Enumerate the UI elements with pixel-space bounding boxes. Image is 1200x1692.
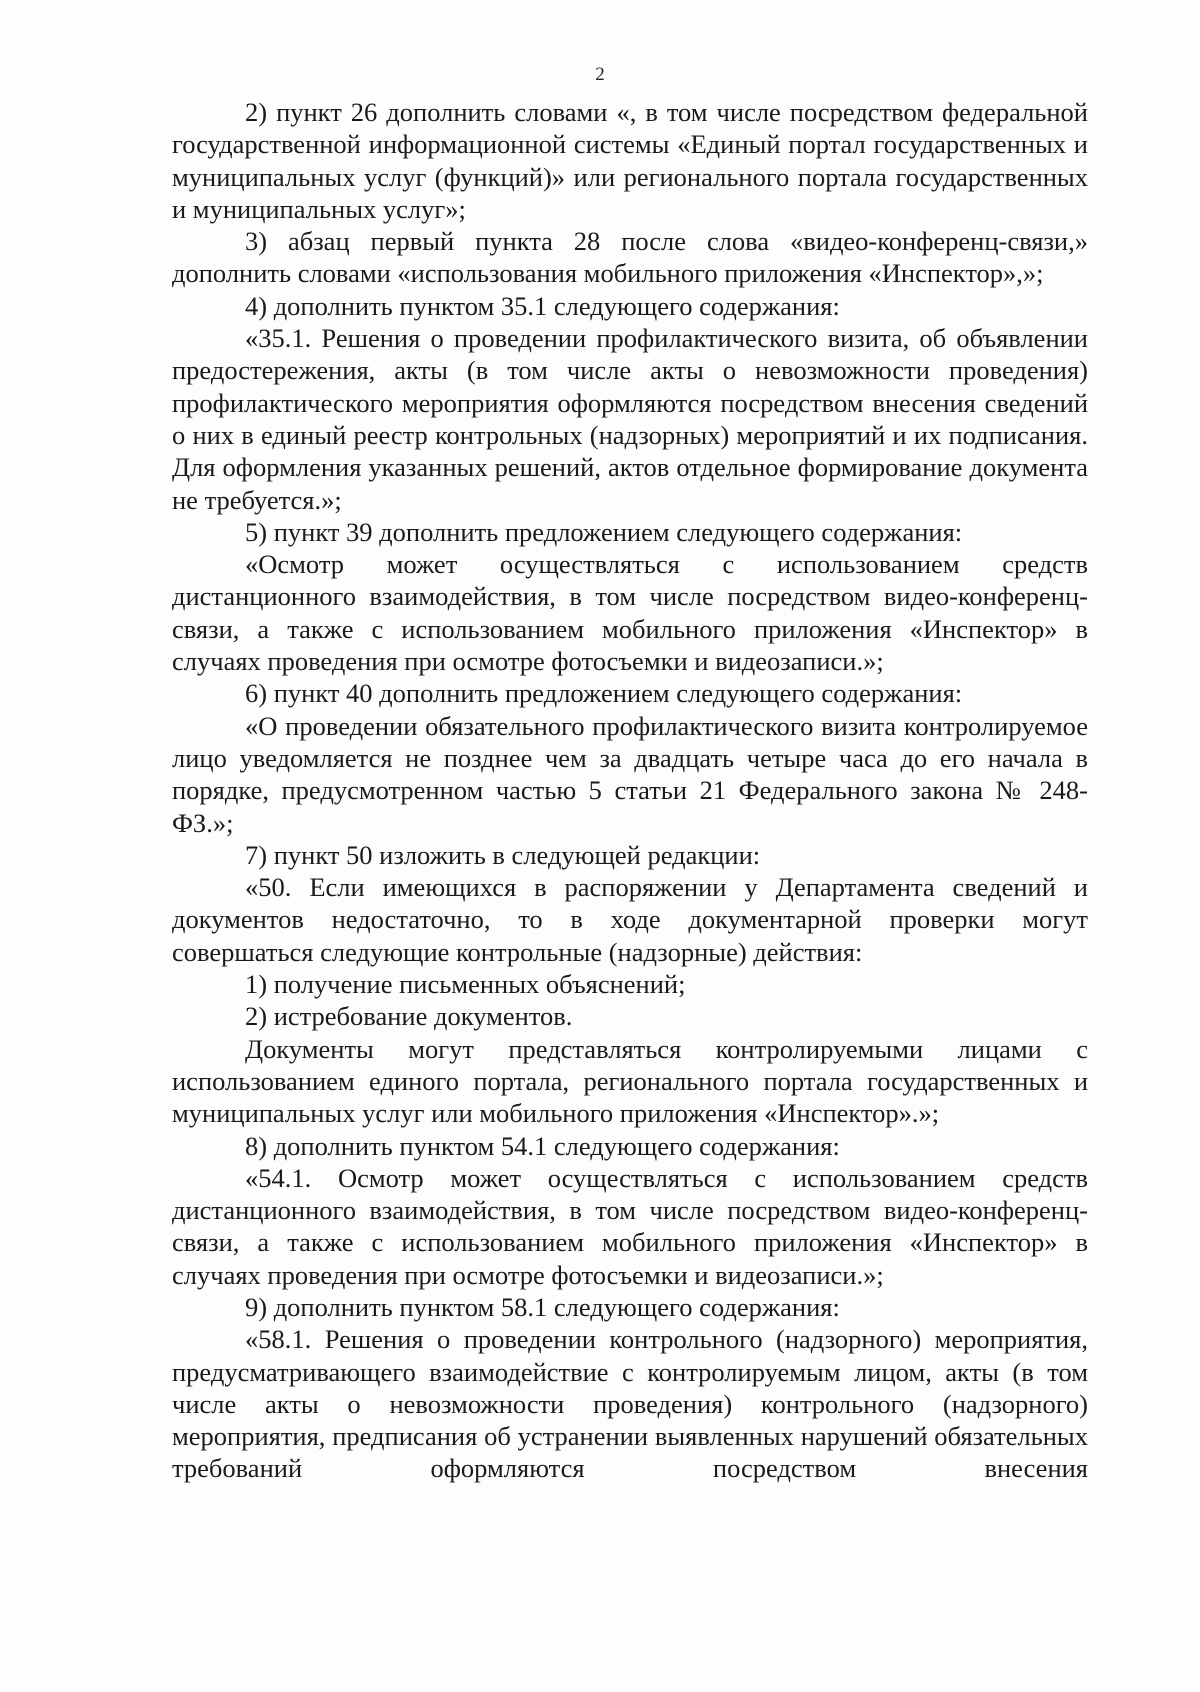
paragraph-54-1: «54.1. Осмотр может осуществляться с использованием средств дистанционного взаимодействия, в том числе посредством видео-конференц-связи, а также с использованием мобильного приложения «Инспектор» в случаях проведения при осмотре фотосъемки и видеозаписи.»;	[172, 1162, 1088, 1290]
paragraph-50-sub-1: 1) получение письменных объяснений;	[245, 969, 686, 1000]
page-number: 2	[595, 64, 605, 85]
paragraph-visit-40: «О проведении обязательного профилактического визита контролируемое лицо уведомляется не позднее чем за двадцать четыре часа до его начала в порядке, предусмотренном частью 5 статьи 21 Федерального закона № 248-ФЗ.»;	[172, 710, 1088, 838]
document-body	[172, 96, 1088, 1485]
paragraph-item-2: 2) пункт 26 дополнить словами «, в том числе посредством федеральной государственной информационной системы «Единый портал государственных и муниципальных услуг (функций)» или регионального портала государственных и муниципальных услуг»;	[172, 97, 1088, 224]
paragraph-35-1: «35.1. Решения о проведении профилактического визита, об объявлении предостережения, акты (в том числе акты о невозможности проведения) профилактического мероприятия оформляются посредством внесения сведений о них в единый реестр контрольных (надзорных) мероприятий и их подписания. Для оформления указанных решений, актов отдельное формирование документа не требуется.»;	[172, 323, 1088, 515]
paragraph-item-3: 3) абзац первый пункта 28 после слова «видео-конференц-связи,» дополнить словами «использования мобильного приложения «Инспектор»,»;	[172, 226, 1088, 289]
paragraph-58-1: «58.1. Решения о проведении контрольного (надзорного) мероприятия, предусматривающего взаимодействие с контролируемым лицом, акты (в том числе акты о невозможности проведения) контрольного (надзорного) мероприятия, предписания об устранении выявленных нарушений обязательных требований оформляются посредством внесения	[172, 1324, 1088, 1484]
paragraph-50-documents: Документы могут представляться контролируемыми лицами с использованием единого портала, регионального портала государственных и муниципальных услуг или мобильного приложения «Инспектор».»;	[172, 1033, 1088, 1129]
paragraph-item-7: 7) пункт 50 изложить в следующей редакции:	[245, 839, 761, 870]
paragraph-item-6: 6) пункт 40 дополнить предложением следующего содержания:	[245, 678, 963, 709]
paragraph-item-5: 5) пункт 39 дополнить предложением следующего содержания:	[245, 516, 963, 547]
paragraph-50-sub-2: 2) истребование документов.	[245, 1001, 573, 1032]
paragraph-item-8: 8) дополнить пунктом 54.1 следующего содержания:	[245, 1130, 840, 1161]
paragraph-50: «50. Если имеющихся в распоряжении у Департамента сведений и документов недостаточно, то в ходе документарной проверки могут совершаться следующие контрольные (надзорные) действия:	[172, 872, 1088, 967]
paragraph-osmotr-39: «Осмотр может осуществляться с использованием средств дистанционного взаимодействия, в том числе посредством видео-конференц-связи, а также с использованием мобильного приложения «Инспектор» в случаях проведения при осмотре фотосъемки и видеозаписи.»;	[172, 549, 1088, 677]
paragraph-item-9: 9) дополнить пунктом 58.1 следующего содержания:	[245, 1291, 840, 1322]
paragraph-item-4: 4) дополнить пунктом 35.1 следующего содержания:	[245, 290, 840, 321]
